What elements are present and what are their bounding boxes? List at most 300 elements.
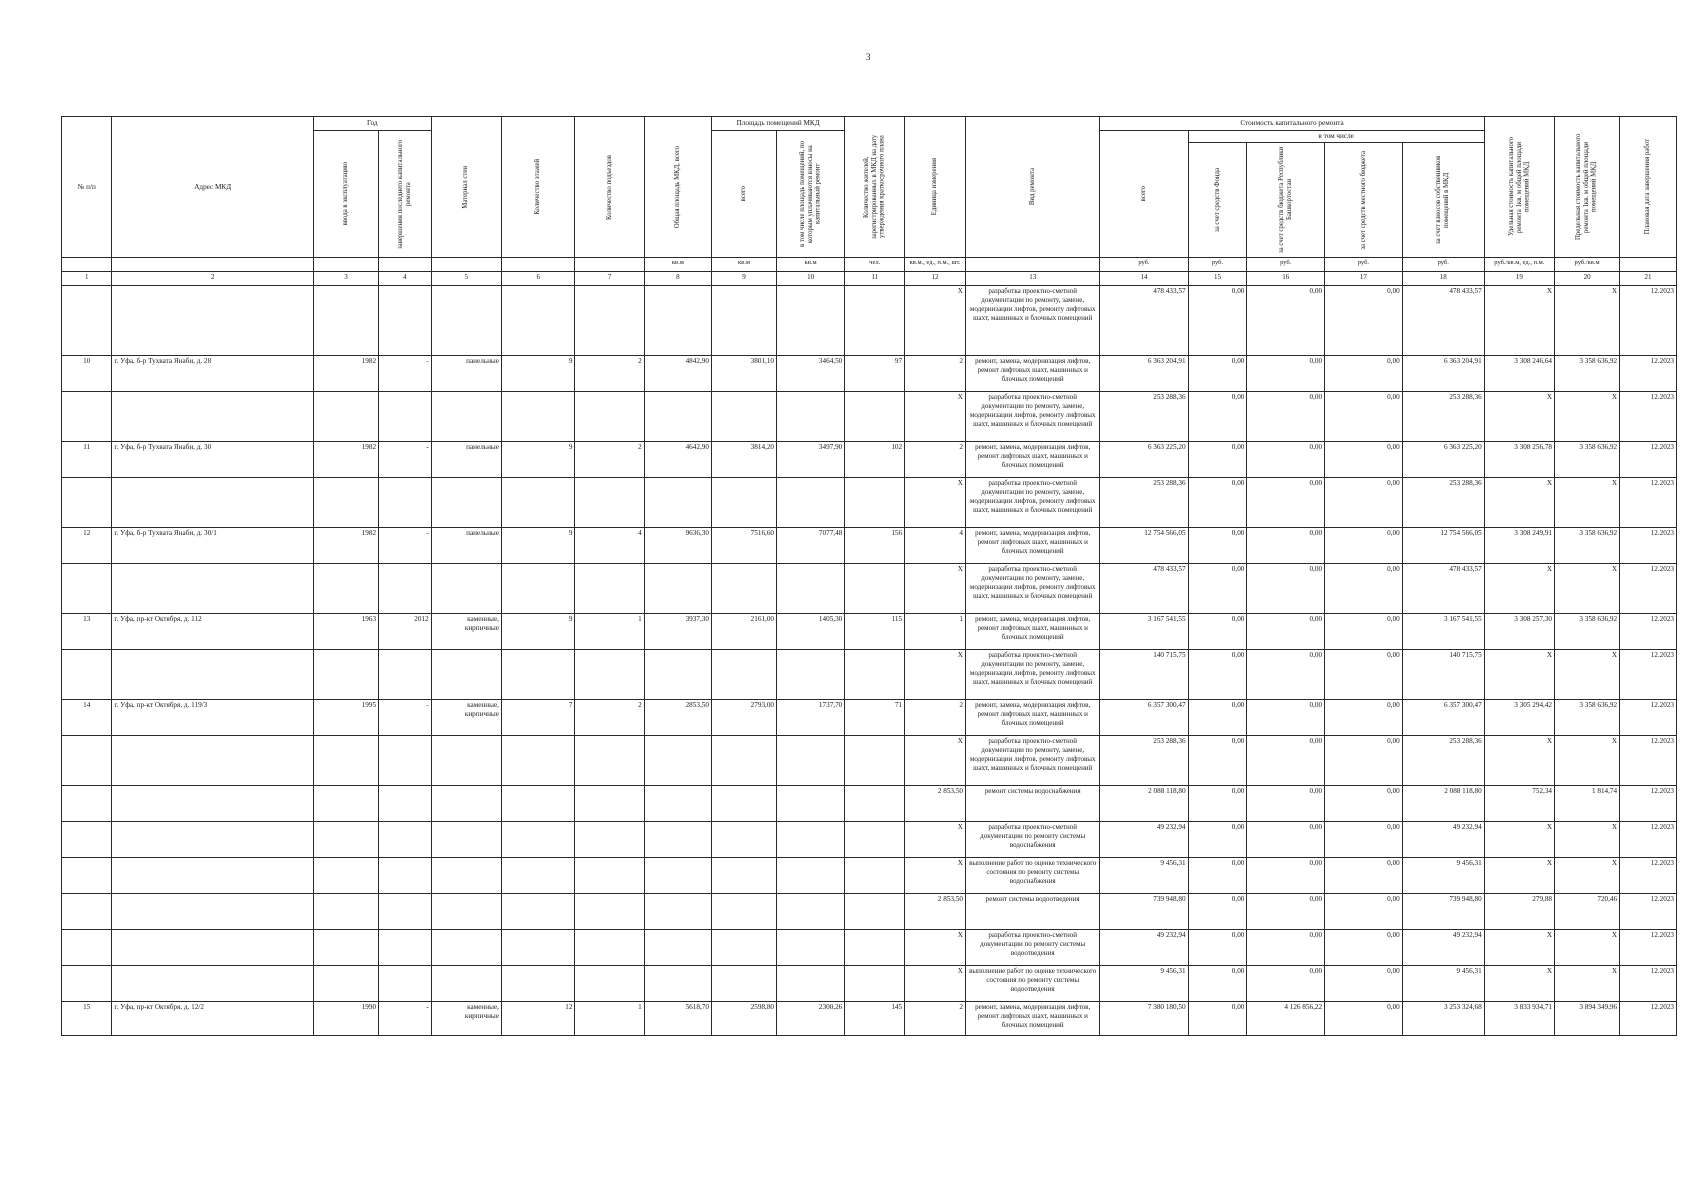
unit-cost-cell: 279,88	[1484, 894, 1554, 930]
table-row	[62, 392, 1677, 442]
header-owners: за счет взносов собственников помещений в МКД	[1402, 143, 1484, 258]
fund-cell: 0,00	[1188, 392, 1247, 442]
address-cell	[112, 478, 314, 528]
header-work-type: Вид ремонта	[966, 117, 1100, 258]
area-owned-cell: 3464,50	[777, 356, 845, 392]
year-commission-cell	[313, 858, 378, 894]
floors-cell	[501, 966, 575, 1002]
rb-budget-cell: 0,00	[1247, 894, 1325, 930]
work-type-cell: ремонт системы водоотведения	[966, 894, 1100, 930]
area-cell: 2161,00	[711, 614, 776, 650]
fund-cell: 0,00	[1188, 564, 1247, 614]
unit-cost-cell: X	[1484, 650, 1554, 700]
limit-cost-cell: 3 358 636,92	[1555, 614, 1620, 650]
entrances-cell: 1	[575, 1002, 644, 1036]
work-type-cell: ремонт, замена, модернизация лифтов, ремонт лифтовых шахт, машинных и блочных помещений	[966, 700, 1100, 736]
rb-budget-cell: 0,00	[1247, 786, 1325, 822]
owners-cell: 140 715,75	[1402, 650, 1484, 700]
unit-cost-cell: X	[1484, 930, 1554, 966]
column-number: 17	[1325, 272, 1403, 286]
row-number: 10	[62, 356, 112, 392]
floors-cell: 12	[501, 1002, 575, 1036]
wall-material-cell	[431, 736, 501, 786]
fund-cell: 0,00	[1188, 858, 1247, 894]
limit-cost-cell: X	[1555, 392, 1620, 442]
row-number	[62, 894, 112, 930]
table-row	[62, 1002, 1677, 1036]
address-cell	[112, 286, 314, 356]
floors-cell	[501, 564, 575, 614]
column-number: 16	[1247, 272, 1325, 286]
year-commission-cell: 1963	[313, 614, 378, 650]
wall-material-cell	[431, 478, 501, 528]
header-cost-total: всего	[1100, 131, 1188, 258]
year-commission-cell: 1982	[313, 356, 378, 392]
area-owned-cell	[777, 858, 845, 894]
limit-cost-cell: X	[1555, 564, 1620, 614]
row-number	[62, 858, 112, 894]
owners-cell: 253 288,36	[1402, 392, 1484, 442]
fund-cell: 0,00	[1188, 894, 1247, 930]
rb-budget-cell: 0,00	[1247, 286, 1325, 356]
wall-material-cell: панельные	[431, 356, 501, 392]
rb-budget-cell: 0,00	[1247, 822, 1325, 858]
column-number: 5	[431, 272, 501, 286]
row-number: 14	[62, 700, 112, 736]
cost-total-cell: 739 948,80	[1100, 894, 1188, 930]
limit-cost-cell: 720,46	[1555, 894, 1620, 930]
column-number: 18	[1402, 272, 1484, 286]
owners-cell: 3 167 541,55	[1402, 614, 1484, 650]
fund-cell: 0,00	[1188, 614, 1247, 650]
work-type-cell: ремонт, замена, модернизация лифтов, ремонт лифтовых шахт, машинных и блочных помещений	[966, 1002, 1100, 1036]
unit-cell: руб./кв.м, ед., п.м.	[1484, 258, 1554, 272]
owners-cell: 478 433,57	[1402, 564, 1484, 614]
unit-cell: руб./кв.м	[1555, 258, 1620, 272]
column-number: 19	[1484, 272, 1554, 286]
limit-cost-cell: X	[1555, 930, 1620, 966]
unit-cost-cell: X	[1484, 858, 1554, 894]
area-cell	[711, 822, 776, 858]
address-cell: г. Уфа, б-р Тухвата Янаби, д. 30/1	[112, 528, 314, 564]
limit-cost-cell: 1 814,74	[1555, 786, 1620, 822]
area-cell	[711, 966, 776, 1002]
unit-cost-cell: 752,34	[1484, 786, 1554, 822]
total-area-cell	[644, 858, 711, 894]
year-last-repair-cell: 2012	[379, 614, 432, 650]
wall-material-cell	[431, 286, 501, 356]
address-cell: г. Уфа, б-р Тухвата Янаби, д. 28	[112, 356, 314, 392]
area-cell	[711, 392, 776, 442]
address-cell: г. Уфа, пр-кт Октября, д. 12/2	[112, 1002, 314, 1036]
area-cell	[711, 478, 776, 528]
work-type-cell: ремонт, замена, модернизация лифтов, ремонт лифтовых шахт, машинных и блочных помещений	[966, 356, 1100, 392]
cost-total-cell: 3 167 541,55	[1100, 614, 1188, 650]
limit-cost-cell: X	[1555, 650, 1620, 700]
deadline-cell: 12.2023	[1620, 858, 1677, 894]
deadline-cell: 12.2023	[1620, 356, 1677, 392]
work-type-cell: разработка проектно-сметной документации по ремонту, замене, модернизации лифтов, ремонту лифтовых шахт, машинных и блочных помещений	[966, 478, 1100, 528]
table-row	[62, 478, 1677, 528]
total-area-cell: 5618,70	[644, 1002, 711, 1036]
deadline-cell: 12.2023	[1620, 736, 1677, 786]
header-year-last-repair: завершения последнего капитального ремонта	[379, 131, 432, 258]
total-area-cell	[644, 392, 711, 442]
residents-cell	[845, 858, 905, 894]
cost-total-cell: 140 715,75	[1100, 650, 1188, 700]
total-area-cell	[644, 930, 711, 966]
year-last-repair-cell	[379, 392, 432, 442]
unit-value-cell: X	[905, 858, 966, 894]
total-area-cell: 9636,30	[644, 528, 711, 564]
entrances-cell	[575, 736, 644, 786]
area-owned-cell	[777, 736, 845, 786]
year-commission-cell: 1982	[313, 528, 378, 564]
header-year-commission: ввода в эксплуатацию	[313, 131, 378, 258]
entrances-cell	[575, 822, 644, 858]
year-last-repair-cell	[379, 822, 432, 858]
year-commission-cell	[313, 930, 378, 966]
year-last-repair-cell	[379, 966, 432, 1002]
owners-cell: 739 948,80	[1402, 894, 1484, 930]
limit-cost-cell: X	[1555, 822, 1620, 858]
local-budget-cell: 0,00	[1325, 786, 1403, 822]
owners-cell: 253 288,36	[1402, 478, 1484, 528]
cost-total-cell: 478 433,57	[1100, 286, 1188, 356]
unit-cell: руб.	[1188, 258, 1247, 272]
unit-value-cell: 2 853,50	[905, 786, 966, 822]
total-area-cell	[644, 822, 711, 858]
deadline-cell: 12.2023	[1620, 564, 1677, 614]
rb-budget-cell: 0,00	[1247, 528, 1325, 564]
owners-cell: 478 433,57	[1402, 286, 1484, 356]
floors-cell: 9	[501, 356, 575, 392]
year-last-repair-cell: -	[379, 528, 432, 564]
local-budget-cell: 0,00	[1325, 858, 1403, 894]
fund-cell: 0,00	[1188, 478, 1247, 528]
table-row	[62, 564, 1677, 614]
unit-value-cell: 2	[905, 356, 966, 392]
floors-cell: 9	[501, 614, 575, 650]
local-budget-cell: 0,00	[1325, 894, 1403, 930]
area-cell: 3801,10	[711, 356, 776, 392]
table-row	[62, 786, 1677, 822]
row-number	[62, 930, 112, 966]
entrances-cell: 2	[575, 356, 644, 392]
cost-total-cell: 49 232,94	[1100, 822, 1188, 858]
work-type-cell: разработка проектно-сметной документации по ремонту, замене, модернизации лифтов, ремонту лифтовых шахт, машинных и блочных помещений	[966, 650, 1100, 700]
fund-cell: 0,00	[1188, 700, 1247, 736]
address-cell	[112, 966, 314, 1002]
table-row	[62, 442, 1677, 478]
limit-cost-cell: X	[1555, 966, 1620, 1002]
unit-cost-cell: X	[1484, 966, 1554, 1002]
units-row	[62, 258, 1677, 272]
unit-cell: кв.м	[711, 258, 776, 272]
total-area-cell	[644, 966, 711, 1002]
owners-cell: 9 456,31	[1402, 858, 1484, 894]
total-area-cell: 2853,50	[644, 700, 711, 736]
floors-cell	[501, 858, 575, 894]
owners-cell: 49 232,94	[1402, 930, 1484, 966]
table-header	[62, 117, 1677, 286]
fund-cell: 0,00	[1188, 930, 1247, 966]
unit-cell: руб.	[1247, 258, 1325, 272]
work-type-cell: разработка проектно-сметной документации по ремонту, замене, модернизации лифтов, ремонту лифтовых шахт, машинных и блочных помещений	[966, 736, 1100, 786]
year-last-repair-cell	[379, 286, 432, 356]
header-wall-material: Материал стен	[431, 117, 501, 258]
page-number: 3	[866, 52, 871, 62]
area-cell: 3814,20	[711, 442, 776, 478]
year-commission-cell	[313, 894, 378, 930]
fund-cell: 0,00	[1188, 286, 1247, 356]
wall-material-cell: каменные, кирпичные	[431, 700, 501, 736]
entrances-cell: 4	[575, 528, 644, 564]
year-commission-cell	[313, 966, 378, 1002]
table-row	[62, 966, 1677, 1002]
column-number: 1	[62, 272, 112, 286]
year-commission-cell	[313, 822, 378, 858]
year-commission-cell: 1990	[313, 1002, 378, 1036]
residents-cell	[845, 650, 905, 700]
row-number	[62, 286, 112, 356]
year-last-repair-cell	[379, 650, 432, 700]
wall-material-cell	[431, 564, 501, 614]
floors-cell	[501, 786, 575, 822]
header-year: Год	[313, 117, 431, 131]
deadline-cell: 12.2023	[1620, 786, 1677, 822]
row-number	[62, 786, 112, 822]
area-owned-cell	[777, 786, 845, 822]
deadline-cell: 12.2023	[1620, 286, 1677, 356]
rb-budget-cell: 0,00	[1247, 858, 1325, 894]
limit-cost-cell: 3 358 636,92	[1555, 528, 1620, 564]
cost-total-cell: 6 357 300,47	[1100, 700, 1188, 736]
wall-material-cell: каменные, кирпичные	[431, 614, 501, 650]
limit-cost-cell: 3 358 636,92	[1555, 700, 1620, 736]
header-address: Адрес МКД	[112, 117, 314, 258]
limit-cost-cell: X	[1555, 478, 1620, 528]
unit-cost-cell: X	[1484, 392, 1554, 442]
unit-value-cell: 1	[905, 614, 966, 650]
wall-material-cell	[431, 392, 501, 442]
floors-cell	[501, 822, 575, 858]
cost-total-cell: 2 088 118,80	[1100, 786, 1188, 822]
header-deadline: Плановая дата завершения работ	[1620, 117, 1677, 258]
local-budget-cell: 0,00	[1325, 564, 1403, 614]
table-row	[62, 736, 1677, 786]
year-commission-cell	[313, 478, 378, 528]
owners-cell: 12 754 566,05	[1402, 528, 1484, 564]
header-local-budget: за счет средств местного бюджета	[1325, 143, 1403, 258]
column-number: 21	[1620, 272, 1677, 286]
rb-budget-cell: 0,00	[1247, 614, 1325, 650]
cost-total-cell: 9 456,31	[1100, 966, 1188, 1002]
unit-value-cell: X	[905, 286, 966, 356]
wall-material-cell	[431, 894, 501, 930]
cost-total-cell: 12 754 566,05	[1100, 528, 1188, 564]
deadline-cell: 12.2023	[1620, 442, 1677, 478]
rb-budget-cell: 0,00	[1247, 356, 1325, 392]
address-cell	[112, 564, 314, 614]
area-cell	[711, 736, 776, 786]
column-number: 9	[711, 272, 776, 286]
year-last-repair-cell	[379, 894, 432, 930]
fund-cell: 0,00	[1188, 650, 1247, 700]
table-row	[62, 528, 1677, 564]
row-number	[62, 392, 112, 442]
year-commission-cell	[313, 564, 378, 614]
total-area-cell	[644, 894, 711, 930]
area-owned-cell: 1737,70	[777, 700, 845, 736]
column-number: 3	[313, 272, 378, 286]
owners-cell: 2 088 118,80	[1402, 786, 1484, 822]
area-cell: 2598,80	[711, 1002, 776, 1036]
wall-material-cell	[431, 822, 501, 858]
work-type-cell: выполнение работ по оценке технического состояния по ремонту системы водоотведения	[966, 966, 1100, 1002]
area-owned-cell	[777, 930, 845, 966]
area-owned-cell: 3497,90	[777, 442, 845, 478]
residents-cell	[845, 564, 905, 614]
deadline-cell: 12.2023	[1620, 614, 1677, 650]
floors-cell: 9	[501, 528, 575, 564]
area-cell	[711, 930, 776, 966]
address-cell	[112, 858, 314, 894]
floors-cell: 7	[501, 700, 575, 736]
area-owned-cell	[777, 822, 845, 858]
fund-cell: 0,00	[1188, 1002, 1247, 1036]
local-budget-cell: 0,00	[1325, 614, 1403, 650]
rb-budget-cell: 0,00	[1247, 442, 1325, 478]
unit-value-cell: 4	[905, 528, 966, 564]
limit-cost-cell: X	[1555, 858, 1620, 894]
table-row	[62, 930, 1677, 966]
row-number	[62, 736, 112, 786]
header-premises-area: Площадь помещений МКД	[711, 117, 844, 131]
total-area-cell	[644, 736, 711, 786]
fund-cell: 0,00	[1188, 786, 1247, 822]
unit-value-cell: X	[905, 650, 966, 700]
rb-budget-cell: 0,00	[1247, 930, 1325, 966]
unit-cost-cell: X	[1484, 564, 1554, 614]
column-number: 10	[777, 272, 845, 286]
unit-value-cell: X	[905, 966, 966, 1002]
row-number	[62, 650, 112, 700]
unit-value-cell: 2	[905, 1002, 966, 1036]
work-type-cell: ремонт системы водоснабжения	[966, 786, 1100, 822]
year-commission-cell	[313, 286, 378, 356]
residents-cell: 156	[845, 528, 905, 564]
owners-cell: 253 288,36	[1402, 736, 1484, 786]
work-type-cell: ремонт, замена, модернизация лифтов, ремонт лифтовых шахт, машинных и блочных помещений	[966, 528, 1100, 564]
owners-cell: 3 253 324,68	[1402, 1002, 1484, 1036]
deadline-cell: 12.2023	[1620, 1002, 1677, 1036]
rb-budget-cell: 4 126 856,22	[1247, 1002, 1325, 1036]
row-number	[62, 478, 112, 528]
residents-cell	[845, 736, 905, 786]
owners-cell: 6 357 300,47	[1402, 700, 1484, 736]
total-area-cell	[644, 564, 711, 614]
row-number: 12	[62, 528, 112, 564]
unit-cost-cell: 3 308 249,91	[1484, 528, 1554, 564]
deadline-cell: 12.2023	[1620, 392, 1677, 442]
residents-cell: 97	[845, 356, 905, 392]
header-residents: Количество жителей, зарегистрированных в МКД на дату утверждения краткосрочного плана	[845, 117, 905, 258]
total-area-cell: 4642,90	[644, 442, 711, 478]
residents-cell	[845, 894, 905, 930]
unit-value-cell: 2 853,50	[905, 894, 966, 930]
table-row	[62, 894, 1677, 930]
column-number: 6	[501, 272, 575, 286]
deadline-cell: 12.2023	[1620, 528, 1677, 564]
area-owned-cell	[777, 966, 845, 1002]
work-type-cell: ремонт, замена, модернизация лифтов, ремонт лифтовых шахт, машинных и блочных помещений	[966, 614, 1100, 650]
owners-cell: 6 363 225,20	[1402, 442, 1484, 478]
unit-value-cell: X	[905, 822, 966, 858]
local-budget-cell: 0,00	[1325, 700, 1403, 736]
residents-cell	[845, 786, 905, 822]
address-cell	[112, 736, 314, 786]
area-cell	[711, 786, 776, 822]
unit-cell: кв.м., ед., п.м., шт.	[905, 258, 966, 272]
row-number: 13	[62, 614, 112, 650]
local-budget-cell: 0,00	[1325, 966, 1403, 1002]
total-area-cell	[644, 478, 711, 528]
wall-material-cell	[431, 966, 501, 1002]
row-number	[62, 822, 112, 858]
header-unit-cost: Удельная стоимость капитального ремонта 1кв. м общей площади помещений МКД	[1484, 117, 1554, 258]
address-cell: г. Уфа, пр-кт Октября, д. 112	[112, 614, 314, 650]
floors-cell	[501, 894, 575, 930]
area-owned-cell	[777, 286, 845, 356]
residents-cell	[845, 478, 905, 528]
year-last-repair-cell	[379, 858, 432, 894]
area-owned-cell: 1405,30	[777, 614, 845, 650]
entrances-cell: 1	[575, 614, 644, 650]
address-cell	[112, 392, 314, 442]
table-row	[62, 356, 1677, 392]
total-area-cell	[644, 286, 711, 356]
deadline-cell: 12.2023	[1620, 822, 1677, 858]
capital-repair-table	[61, 116, 1677, 1036]
owners-cell: 9 456,31	[1402, 966, 1484, 1002]
header-limit-cost: Предельная стоимость капитального ремонта 1кв. м общей площади помещений МКД	[1555, 117, 1620, 258]
wall-material-cell	[431, 858, 501, 894]
entrances-cell: 2	[575, 442, 644, 478]
header-area-all: всего	[711, 131, 776, 258]
area-cell	[711, 650, 776, 700]
area-cell	[711, 286, 776, 356]
residents-cell: 71	[845, 700, 905, 736]
address-cell	[112, 894, 314, 930]
owners-cell: 49 232,94	[1402, 822, 1484, 858]
deadline-cell: 12.2023	[1620, 650, 1677, 700]
area-owned-cell	[777, 564, 845, 614]
area-owned-cell	[777, 392, 845, 442]
header-rb-budget: за счет средств бюджета Республики Башкортостан	[1247, 143, 1325, 258]
year-last-repair-cell: -	[379, 442, 432, 478]
wall-material-cell	[431, 650, 501, 700]
residents-cell: 102	[845, 442, 905, 478]
rb-budget-cell: 0,00	[1247, 736, 1325, 786]
rb-budget-cell: 0,00	[1247, 478, 1325, 528]
column-number: 20	[1555, 272, 1620, 286]
floors-cell	[501, 736, 575, 786]
year-last-repair-cell	[379, 930, 432, 966]
area-owned-cell: 7077,48	[777, 528, 845, 564]
area-owned-cell	[777, 478, 845, 528]
address-cell: г. Уфа, б-р Тухвата Янаби, д. 30	[112, 442, 314, 478]
